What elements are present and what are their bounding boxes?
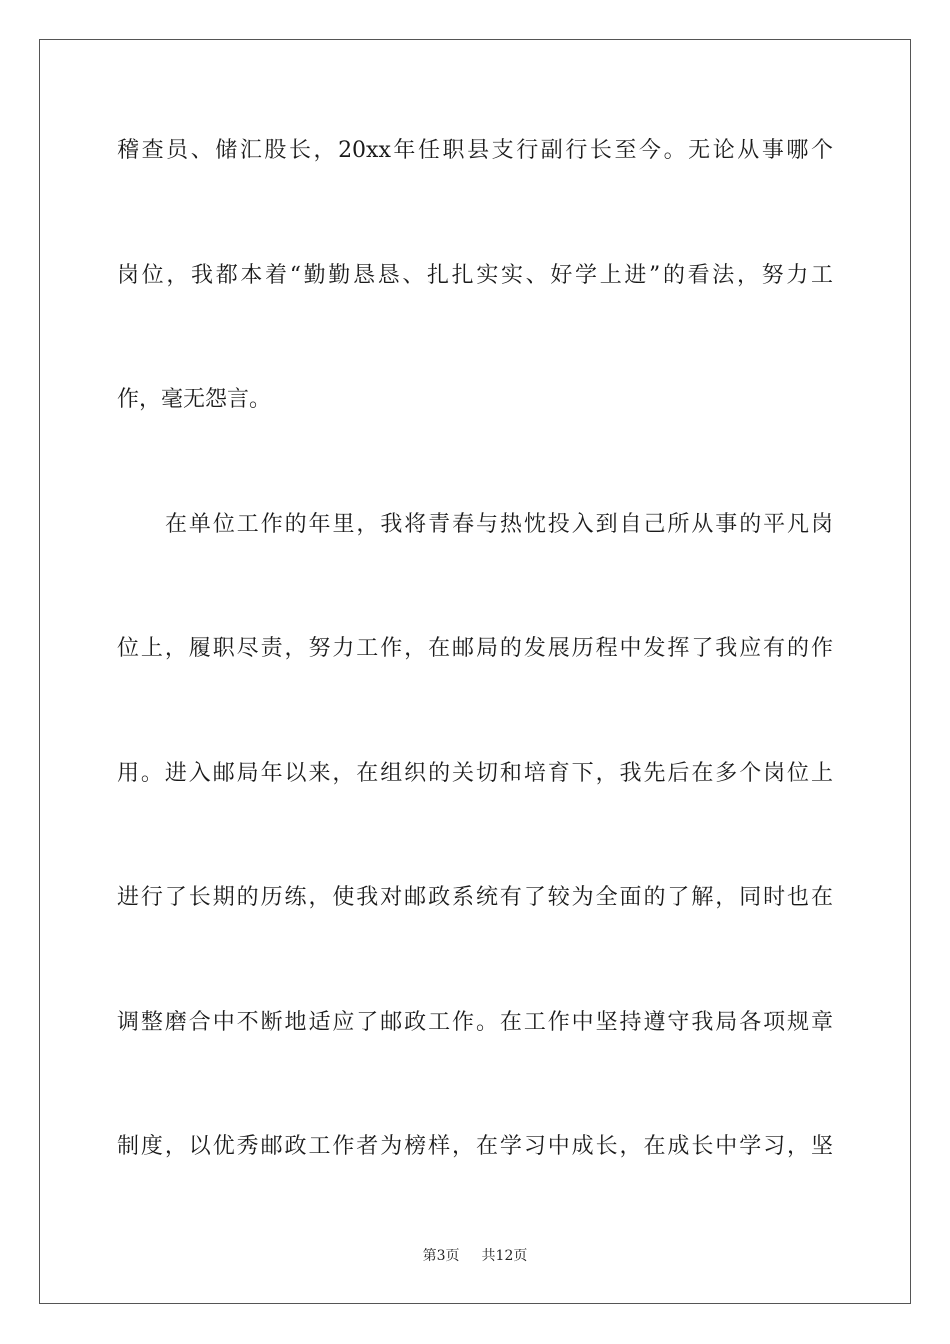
text-line-2: 岗位，我都本着“勤勤恳恳、扎扎实实、好学上进”的看法，努力工 <box>117 263 833 288</box>
text-line-8: 调整磨合中不断地适应了邮政工作。在工作中坚持遵守我局各项规章 <box>117 1010 833 1035</box>
page-total: 共12页 <box>481 1248 528 1264</box>
page-number: 第3页 <box>422 1248 460 1264</box>
text-line-4: 在单位工作的年里，我将青春与热忱投入到自己所从事的平凡岗 <box>165 512 833 537</box>
page-footer <box>0 1246 950 1266</box>
text-line-6: 用。进入邮局年以来，在组织的关切和培育下，我先后在多个岗位上 <box>117 761 833 786</box>
text-line-1: 稽查员、储汇股长，20xx年任职县支行副行长至今。无论从事哪个 <box>117 138 833 163</box>
text-line-5: 位上，履职尽责，努力工作，在邮局的发展历程中发挥了我应有的作 <box>117 636 833 661</box>
page-border <box>39 39 911 1304</box>
text-line-7: 进行了长期的历练，使我对邮政系统有了较为全面的了解，同时也在 <box>117 885 833 910</box>
text-line-3: 作，毫无怨言。 <box>117 387 272 412</box>
text-line-9: 制度，以优秀邮政工作者为榜样，在学习中成长，在成长中学习，坚 <box>117 1134 833 1159</box>
